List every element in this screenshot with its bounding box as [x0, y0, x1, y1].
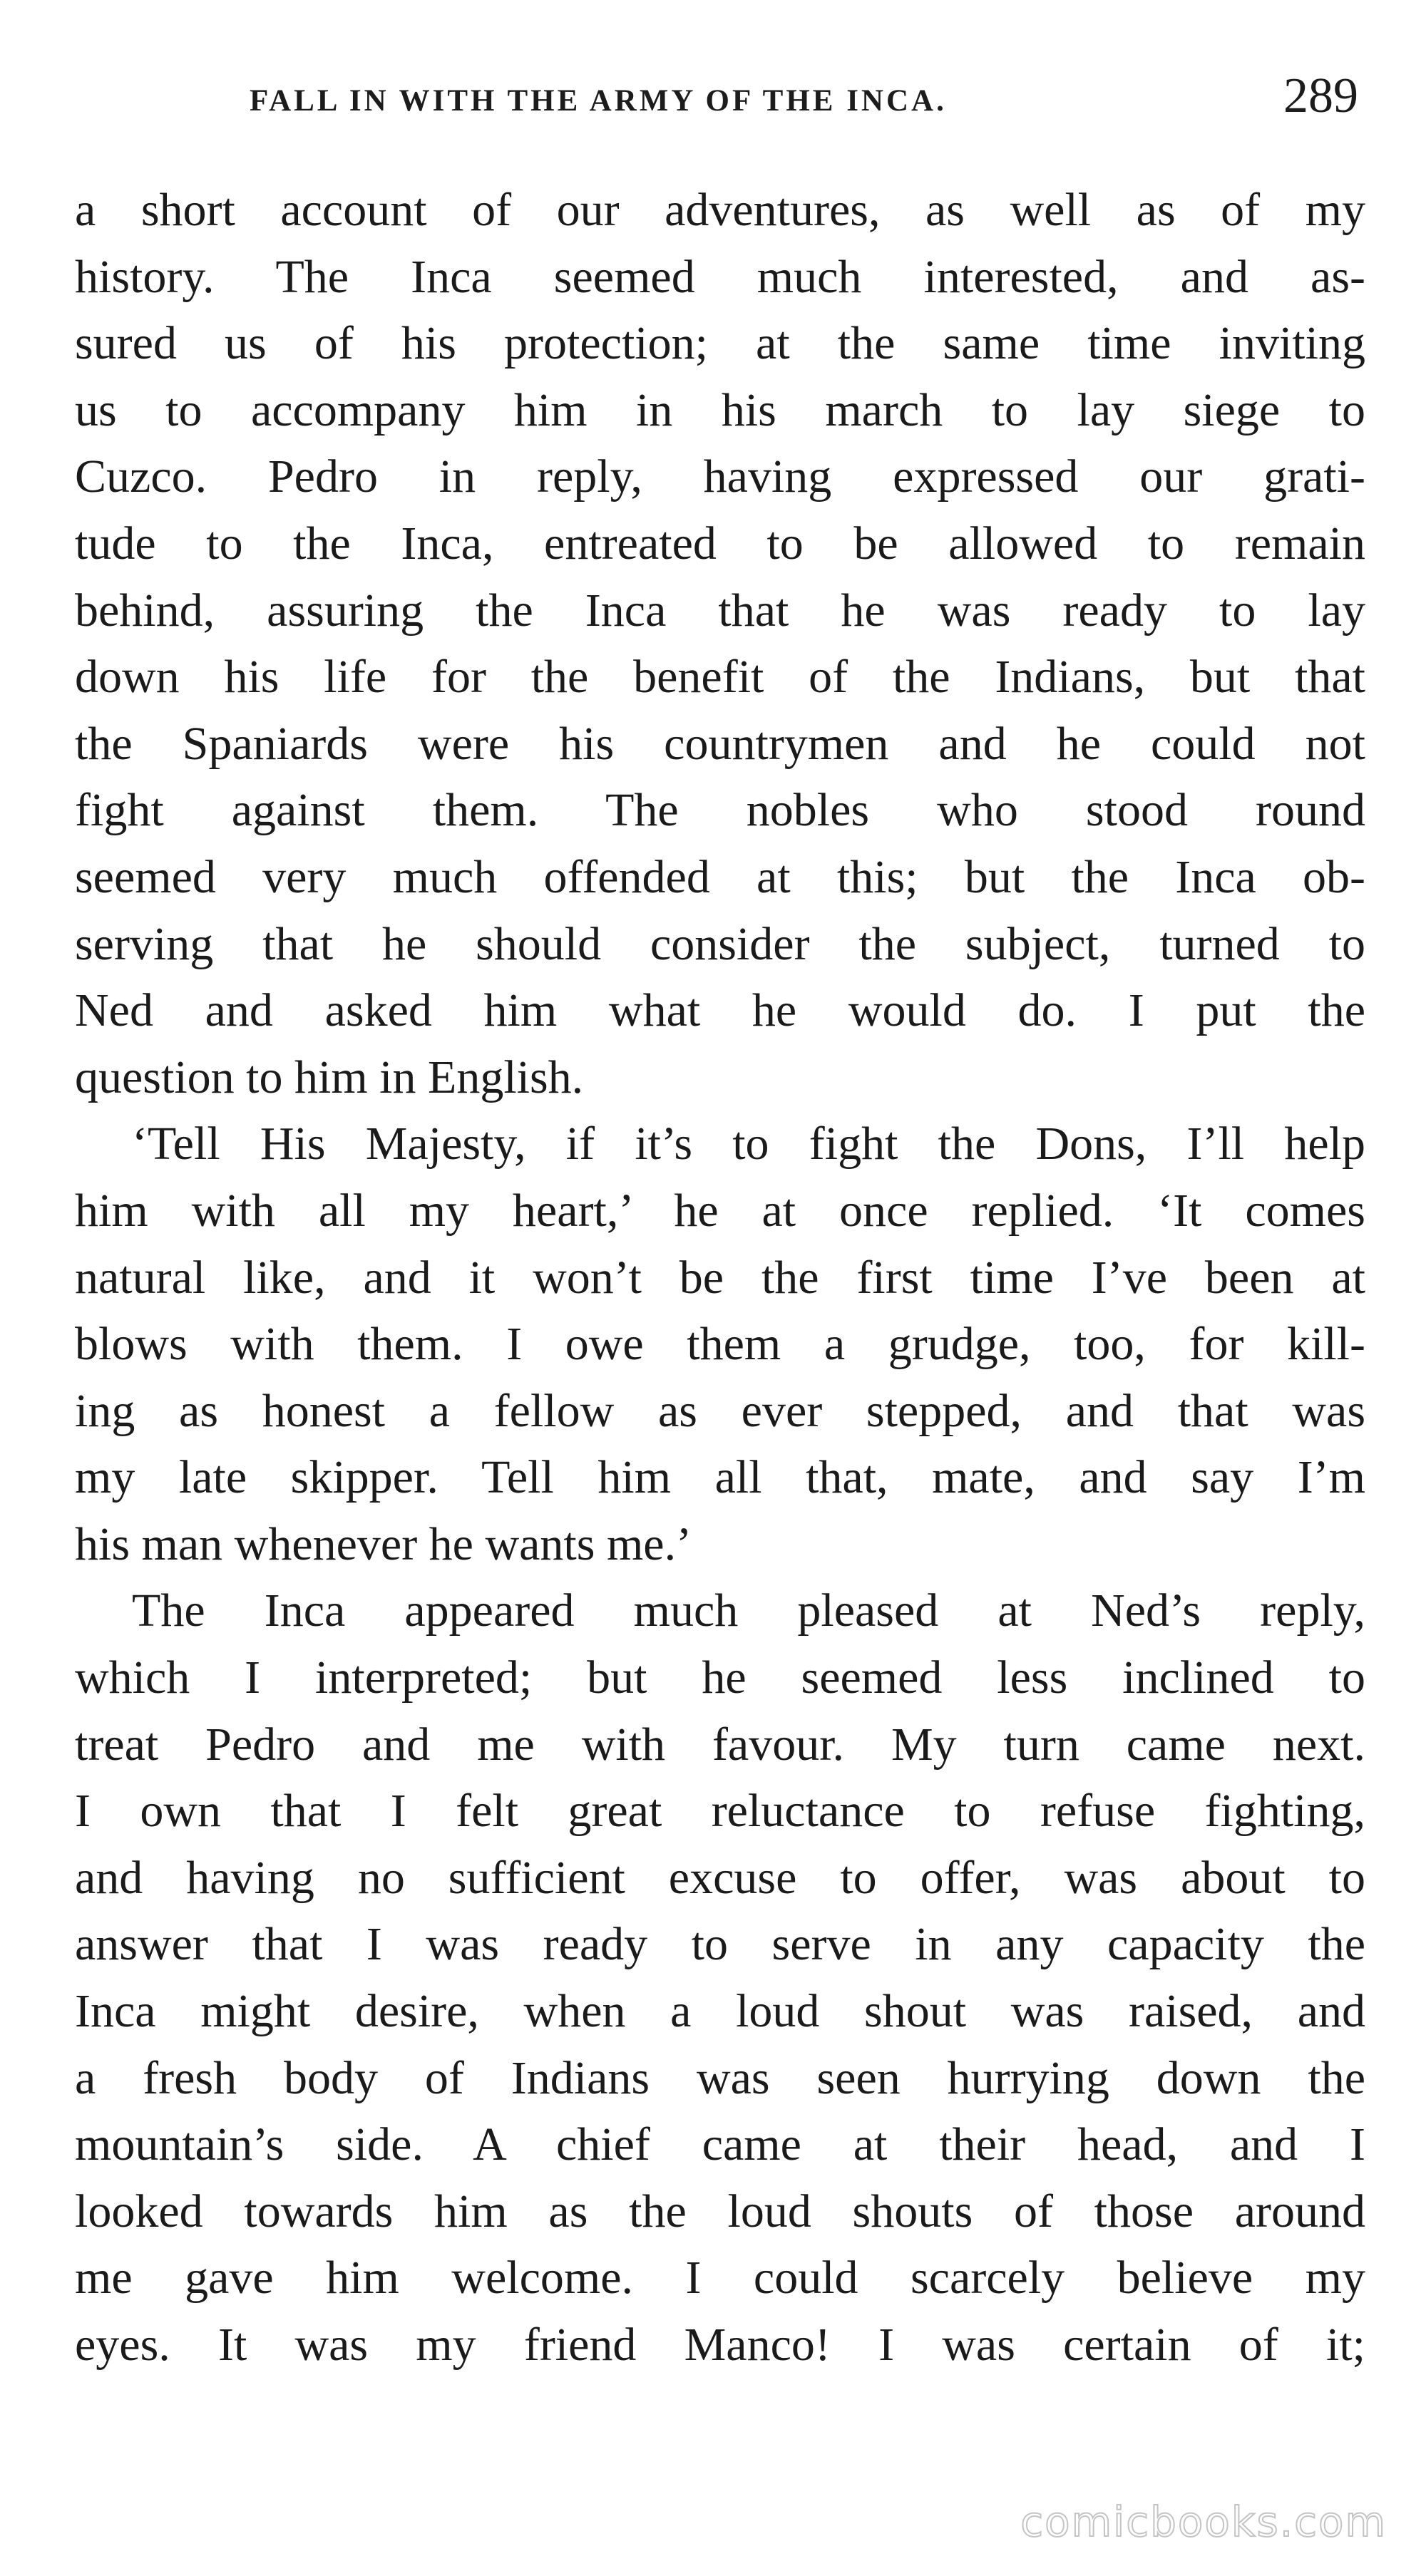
text-line: and having no sufficient excuse to offer, was about to — [75, 1851, 1365, 1904]
text-line: eyes. It was my friend Manco! I was certain of it; — [75, 2319, 1365, 2371]
text-line: ‘Tell His Majesty, if it’s to fight the Dons, I’ll help — [132, 1118, 1365, 1170]
text-line: looked towards him as the loud shouts of those around — [75, 2185, 1365, 2237]
text-line: down his life for the benefit of the Indians, but that — [75, 651, 1365, 704]
text-line: us to accompany him in his march to lay siege to — [75, 383, 1365, 436]
body-text — [75, 177, 1365, 2379]
text-line: answer that I was ready to serve in any capacity the — [75, 1918, 1365, 1971]
text-line: serving that he should consider the subject, turned to — [75, 917, 1365, 970]
text-line: me gave him welcome. I could scarcely believe my — [75, 2252, 1365, 2304]
text-line: natural like, and it won’t be the first time I’ve been at — [75, 1251, 1365, 1304]
text-line: ing as honest a fellow as ever stepped, and that was — [75, 1384, 1365, 1437]
text-line: fight against them. The nobles who stood round — [75, 784, 1365, 837]
running-head — [75, 68, 1358, 132]
text-line: seemed very much offended at this; but the Inca ob- — [75, 850, 1365, 903]
text-line: The Inca appeared much pleased at Ned’s reply, — [132, 1585, 1365, 1637]
text-line: tude to the Inca, entreated to be allowed to remain — [75, 517, 1365, 570]
text-line: a fresh body of Indians was seen hurrying down the — [75, 2051, 1365, 2104]
text-line: behind, assuring the Inca that he was ready to lay — [75, 584, 1365, 637]
text-line: Inca might desire, when a loud shout was raised, and — [75, 1985, 1365, 2038]
text-line: question to him in English. — [75, 1051, 584, 1103]
text-line: I own that I felt great reluctance to refuse fighting, — [75, 1785, 1365, 1838]
watermark: comicbooks.com — [1020, 2498, 1387, 2546]
text-line: him with all my heart,’ he at once replied. ‘It comes — [75, 1184, 1365, 1237]
text-line: blows with them. I owe them a grudge, too, for kill- — [75, 1318, 1365, 1371]
text-line: sured us of his protection; at the same time inviting — [75, 317, 1365, 370]
page-number: 289 — [1283, 68, 1358, 123]
text-line: Ned and asked him what he would do. I put the — [75, 984, 1365, 1037]
text-line: history. The Inca seemed much interested, and as- — [75, 250, 1365, 303]
text-line: Cuzco. Pedro in reply, having expressed our grati- — [75, 450, 1365, 503]
text-line: which I interpreted; but he seemed less inclined to — [75, 1652, 1365, 1704]
text-line: the Spaniards were his countrymen and he could not — [75, 717, 1365, 770]
running-title: FALL IN WITH THE ARMY OF THE INCA. — [250, 84, 947, 118]
text-line: his man whenever he wants me.’ — [75, 1518, 692, 1570]
text-line: my late skipper. Tell him all that, mate, and say I’m — [75, 1451, 1365, 1504]
text-line: mountain’s side. A chief came at their head, and I — [75, 2118, 1365, 2171]
text-line: a short account of our adventures, as well as of my — [75, 184, 1365, 236]
text-line: treat Pedro and me with favour. My turn came next. — [75, 1718, 1365, 1771]
